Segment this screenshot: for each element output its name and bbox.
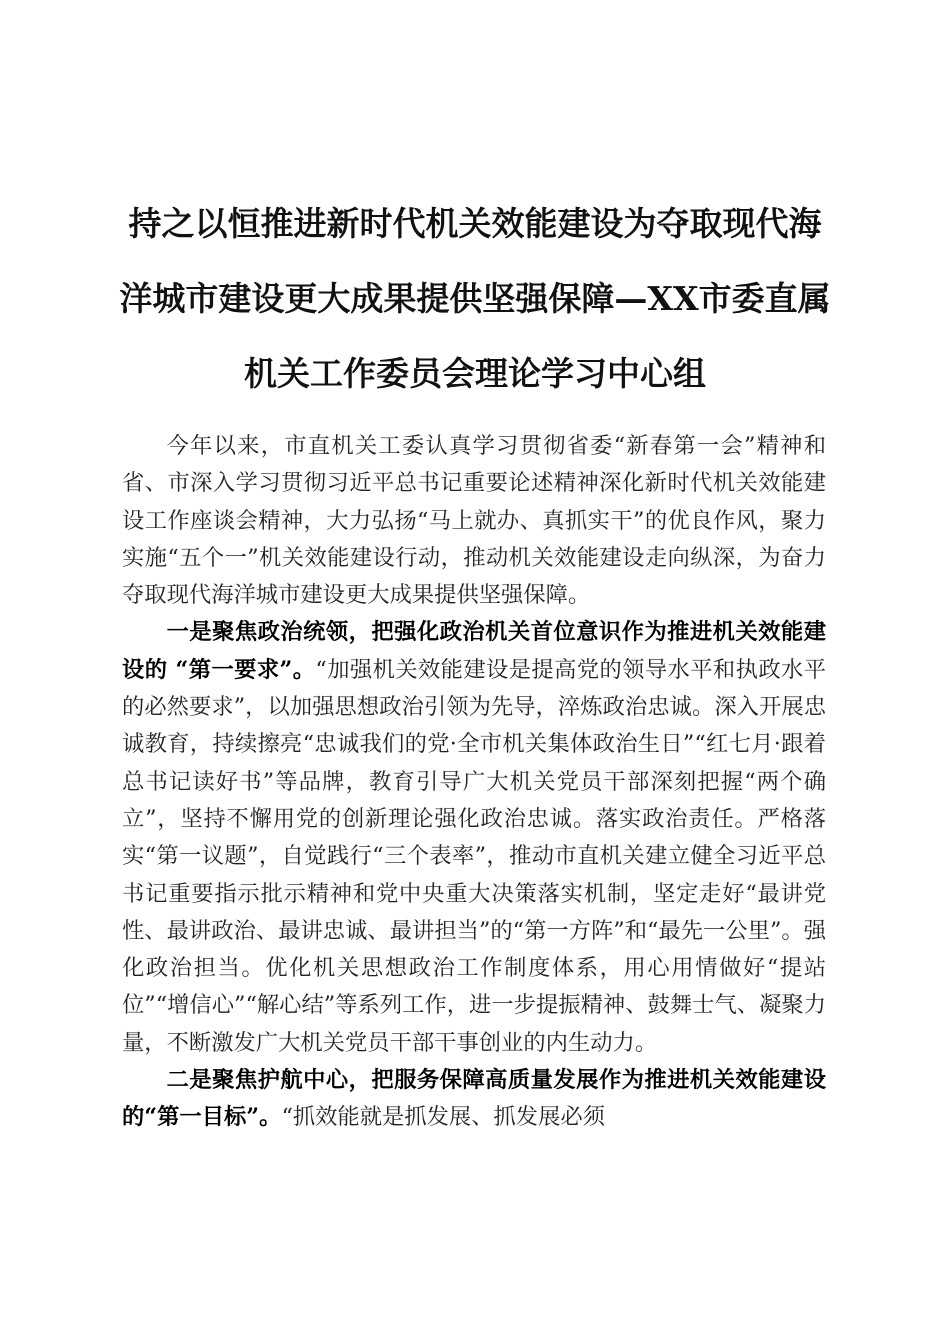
document-body (122, 428, 826, 1137)
paragraph-lead: 一是聚焦政治统领，把强化政治机关首位意识作为推进机关效能建设的 “第一要求”。 (122, 619, 826, 683)
paragraph-text: “加强机关效能建设是提高党的领导水平和执政水平的必然要求”，以加强思想政治引领为先导，淬炼政治忠诚。深入开展忠诚教育，持续擦亮“忠诚我们的党·全市机关集体政治生日”“红七月·跟着总书记读好书”等品牌，教育引导广大机关党员干部深刻把握“两个确立”，坚持不懈用党的创新理论强化政治忠诚。落实政治责任。严格落实“第一议题”，自觉践行“三个表率”，推动市直机关建立健全习近平总书记重要指示批示精神和党中央重大决策落实机制，坚定走好“最讲党性、最讲政治、最讲忠诚、最讲担当”的“第一方阵”和“最先一公里”。强化政治担当。优化机关思想政治工作制度体系，用心用情做好“提站位”“增信心”“解心结”等系列工作，进一步提振精神、鼓舞士气、凝聚力量，不断激发广大机关党员干部干事创业的内生动力。 (122, 656, 826, 1056)
paragraph-text: 今年以来，市直机关工委认真学习贯彻省委“新春第一会”精神和省、市深入学习贯彻习近平总书记重要论述精神深化新时代机关效能建设工作座谈会精神，大力弘扬“马上就办、真抓实干”的优良作风，聚力实施“五个一”机关效能建设行动，推动机关效能建设走向纵深，为奋力夺取现代海洋城市建设更大成果提供坚强保障。 (122, 433, 826, 609)
paragraph-intro (122, 428, 826, 614)
paragraph-text: “抓效能就是抓发展、抓发展必须 (281, 1104, 605, 1131)
document-title: 持之以恒推进新时代机关效能建设为夺取现代海洋城市建设更大成果提供坚强保障—XX市委直属机关工作委员会理论学习中心组 (119, 204, 831, 393)
paragraph-point-two (122, 1062, 826, 1137)
paragraph-point-one (122, 614, 826, 1062)
paragraph-lead: 二是聚焦护航中心，把服务保障高质量发展作为推进机关效能建设的“第一目标”。 (122, 1067, 826, 1131)
